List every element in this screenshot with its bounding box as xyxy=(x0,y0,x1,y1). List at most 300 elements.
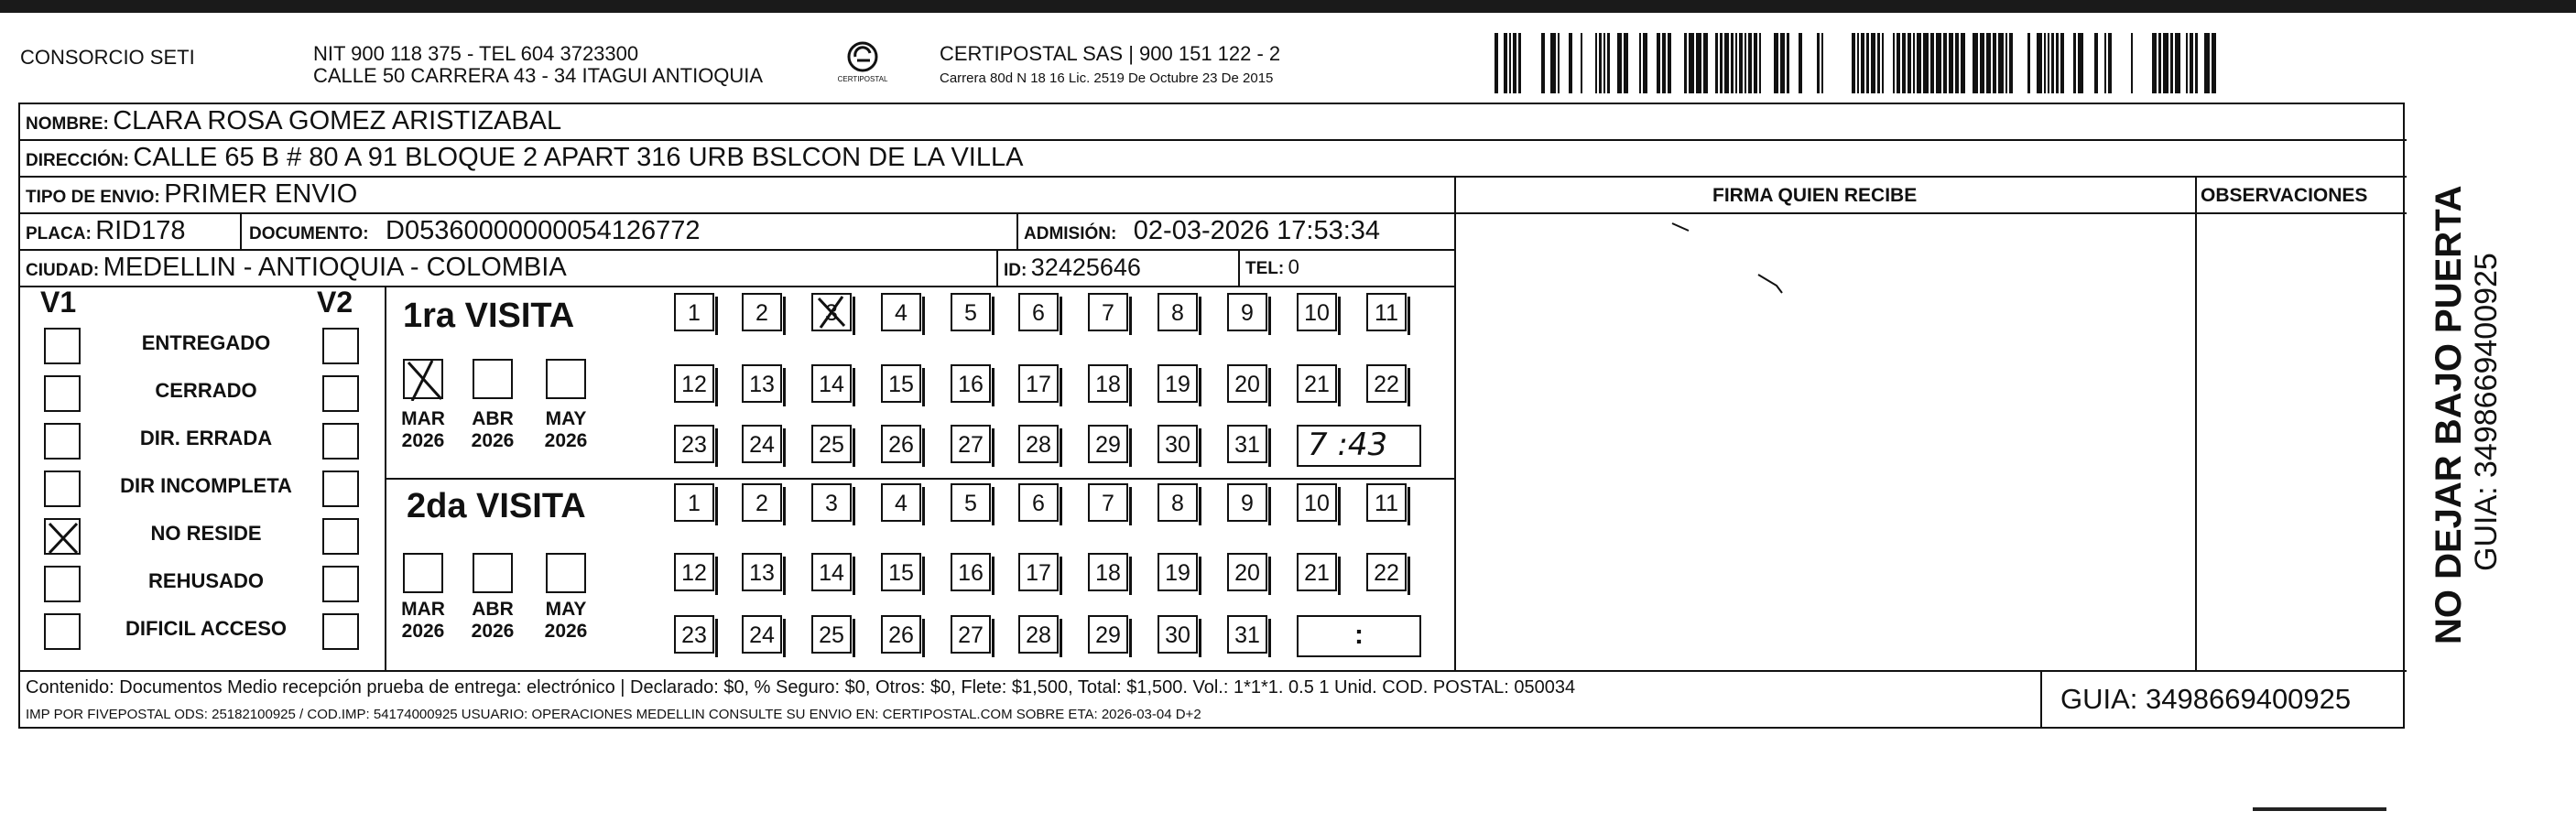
day-number: 8 xyxy=(1171,491,1184,516)
barcode-bar xyxy=(1817,33,1820,93)
barcode-bar xyxy=(1893,33,1895,93)
day-box[interactable] xyxy=(881,553,921,591)
day-box[interactable] xyxy=(1227,364,1267,403)
day-number: 14 xyxy=(819,372,844,397)
day-box[interactable] xyxy=(951,615,991,654)
day-number: 20 xyxy=(1234,560,1260,586)
id-value: 32425646 xyxy=(1030,254,1141,281)
barcode-bar xyxy=(1754,33,1757,93)
day-box[interactable] xyxy=(1297,483,1337,522)
day-box[interactable] xyxy=(951,483,991,522)
day-box[interactable] xyxy=(1366,483,1407,522)
barcode-bar xyxy=(1724,33,1729,93)
day-number: 13 xyxy=(749,560,775,586)
day-box[interactable] xyxy=(811,425,852,463)
month-label xyxy=(465,599,520,643)
admision-label: ADMISIÓN: xyxy=(1024,224,1117,243)
day-box[interactable] xyxy=(1227,553,1267,591)
day-number: 15 xyxy=(888,560,914,586)
day-number: 28 xyxy=(1026,622,1051,648)
day-box[interactable] xyxy=(1158,293,1198,331)
day-number: 19 xyxy=(1165,560,1190,586)
barcode-bar xyxy=(1595,33,1597,93)
second-visit-label: 2da VISITA xyxy=(407,487,586,525)
barcode-bar xyxy=(1923,33,1929,93)
logo-text: CERTIPOSTAL xyxy=(837,75,888,83)
day-box[interactable] xyxy=(742,425,782,463)
month-year: 2026 xyxy=(544,430,588,451)
day-box[interactable] xyxy=(881,425,921,463)
no-dejar-bajo-puerta: NO DEJAR BAJO PUERTA xyxy=(2429,185,2469,644)
status-option-label: ENTREGADO xyxy=(141,331,271,354)
day-number: 9 xyxy=(1241,300,1254,326)
day-box[interactable] xyxy=(674,425,714,463)
direccion-label: DIRECCIÓN: xyxy=(26,151,129,170)
day-number: 12 xyxy=(681,372,707,397)
day-box[interactable] xyxy=(1088,293,1128,331)
day-number: 31 xyxy=(1234,432,1260,458)
day-number: 17 xyxy=(1026,372,1051,397)
barcode-bar xyxy=(1882,33,1884,93)
month-year: 2026 xyxy=(544,621,588,642)
barcode-bar xyxy=(2027,33,2030,93)
status-option-label: NO RESIDE xyxy=(150,522,262,545)
day-box[interactable] xyxy=(881,293,921,331)
barcode-bar xyxy=(1558,33,1560,93)
v1-checkbox[interactable] xyxy=(44,375,81,412)
barcode-bar xyxy=(1913,33,1915,93)
barcode xyxy=(1495,33,2222,93)
signature-strokes xyxy=(1648,220,1831,302)
direccion-row xyxy=(26,141,1023,178)
month-name: ABR xyxy=(472,599,514,620)
v2-checkbox[interactable] xyxy=(322,613,359,650)
day-number: 9 xyxy=(1241,491,1254,516)
barcode-bar xyxy=(1961,33,1965,93)
form-frame xyxy=(18,103,2405,729)
barcode-bar xyxy=(2131,33,2133,93)
day-number: 13 xyxy=(749,372,775,397)
id-row xyxy=(1004,251,1141,288)
day-box[interactable] xyxy=(951,364,991,403)
barcode-bar xyxy=(1857,33,1859,93)
day-box[interactable] xyxy=(1158,483,1198,522)
day-number: 12 xyxy=(681,560,707,586)
day-number: 26 xyxy=(888,432,914,458)
footer-imp: IMP POR FIVEPOSTAL ODS: 25182100925 / COD.IMP: 54174000925 USUARIO: OPERACIONES MEDELLIN CONSULTE SU ENVIO EN: CERTIPOSTAL.COM SOBRE ETA: 2026-03-04 D+2 xyxy=(26,707,1201,722)
barcode-bar xyxy=(1917,33,1921,93)
bottom-mark xyxy=(2253,807,2386,811)
day-box[interactable] xyxy=(1297,293,1337,331)
admision-value: 02-03-2026 17:53:34 xyxy=(1133,216,1381,245)
day-box[interactable] xyxy=(674,293,714,331)
barcode-bar xyxy=(1668,33,1671,93)
barcode-bar xyxy=(1955,33,1959,93)
second-visit-time-box[interactable] xyxy=(1297,615,1421,657)
nit-line: NIT 900 118 375 - TEL 604 3723300 xyxy=(313,42,639,65)
barcode-bar xyxy=(1748,33,1752,93)
status-option-label: DIFICIL ACCESO xyxy=(125,617,287,640)
day-box[interactable] xyxy=(1018,293,1059,331)
ciudad-label: CIUDAD: xyxy=(26,261,100,280)
barcode-bar xyxy=(1696,33,1701,93)
barcode-bar xyxy=(1861,33,1864,93)
day-box[interactable] xyxy=(1297,553,1337,591)
barcode-bar xyxy=(1569,33,1572,93)
barcode-bar xyxy=(2204,33,2210,93)
barcode-bar xyxy=(2073,33,2076,93)
day-box[interactable] xyxy=(811,293,852,331)
day-number: 6 xyxy=(1032,491,1045,516)
month-checkbox[interactable] xyxy=(403,553,443,593)
month-label xyxy=(538,599,593,643)
barcode-bar xyxy=(2048,33,2049,93)
day-box[interactable] xyxy=(951,553,991,591)
barcode-bar xyxy=(2163,33,2168,93)
day-number: 20 xyxy=(1234,372,1260,397)
tipo-label: TIPO DE ENVIO: xyxy=(26,188,160,207)
barcode-bar xyxy=(1518,33,1521,93)
barcode-bar xyxy=(1936,33,1941,93)
v2-checkbox[interactable] xyxy=(322,470,359,507)
barcode-bar xyxy=(1581,33,1582,93)
v2-label: V2 xyxy=(317,286,353,319)
day-box[interactable] xyxy=(1158,553,1198,591)
barcode-bar xyxy=(2152,33,2157,93)
v2-checkbox[interactable] xyxy=(322,328,359,364)
barcode-bar xyxy=(1897,33,1900,93)
month-name: MAY xyxy=(545,599,587,620)
barcode-bar xyxy=(1550,33,1556,93)
day-box[interactable] xyxy=(1227,425,1267,463)
documento-row xyxy=(249,214,701,252)
day-number: 7 xyxy=(1102,491,1114,516)
v2-checkbox[interactable] xyxy=(322,375,359,412)
status-option-label: CERRADO xyxy=(155,379,257,402)
barcode-bar xyxy=(1780,33,1785,93)
barcode-bar xyxy=(2044,33,2046,93)
barcode-bar xyxy=(1495,33,1498,93)
tipo-value: PRIMER ENVIO xyxy=(164,179,358,209)
barcode-bar xyxy=(1624,33,1628,93)
day-number: 31 xyxy=(1234,622,1260,648)
barcode-bar xyxy=(1689,33,1694,93)
barcode-bar xyxy=(1877,33,1880,93)
second-visit-time-separator: : xyxy=(1354,620,1364,650)
ciudad-row xyxy=(26,251,567,288)
day-number: 22 xyxy=(1374,560,1399,586)
day-box[interactable] xyxy=(1088,615,1128,654)
month-name: ABR xyxy=(472,408,514,429)
barcode-bar xyxy=(1513,33,1516,93)
day-box[interactable] xyxy=(811,483,852,522)
day-number: 1 xyxy=(688,491,701,516)
day-box[interactable] xyxy=(1018,553,1059,591)
day-number: 2 xyxy=(755,300,768,326)
day-number: 30 xyxy=(1165,432,1190,458)
barcode-bar xyxy=(2195,33,2198,93)
certipostal-logo xyxy=(835,38,890,90)
day-number: 16 xyxy=(958,560,984,586)
day-number: 28 xyxy=(1026,432,1051,458)
observaciones-label: OBSERVACIONES xyxy=(2201,185,2368,206)
barcode-bar xyxy=(2190,33,2193,93)
day-box[interactable] xyxy=(1227,293,1267,331)
barcode-bar xyxy=(2078,33,2083,93)
first-visit-label: 1ra VISITA xyxy=(403,297,575,335)
barcode-bar xyxy=(2158,33,2161,93)
day-box[interactable] xyxy=(1158,425,1198,463)
day-box[interactable] xyxy=(1088,425,1128,463)
first-visit-time: 7 :43 xyxy=(1308,427,1388,463)
day-box[interactable] xyxy=(1227,615,1267,654)
day-box[interactable] xyxy=(1018,615,1059,654)
documento-value: D05360000000054126772 xyxy=(386,216,701,245)
v2-checkbox[interactable] xyxy=(322,518,359,555)
day-number: 10 xyxy=(1304,300,1330,326)
barcode-bar xyxy=(1871,33,1875,93)
v1-label: V1 xyxy=(40,286,77,319)
day-box[interactable] xyxy=(1366,293,1407,331)
day-number: 29 xyxy=(1095,622,1121,648)
license-line: Carrera 80d N 18 16 Lic. 2519 De Octubre 23 De 2015 xyxy=(940,70,1274,86)
month-checkbox[interactable] xyxy=(546,553,586,593)
tel-row xyxy=(1245,251,1299,287)
day-number: 10 xyxy=(1304,491,1330,516)
day-number: 27 xyxy=(958,622,984,648)
barcode-bar xyxy=(2186,33,2188,93)
day-number: 19 xyxy=(1165,372,1190,397)
month-name: MAR xyxy=(401,599,445,620)
barcode-bar xyxy=(1787,33,1789,93)
barcode-bar xyxy=(2005,33,2007,93)
barcode-bar xyxy=(1509,33,1511,93)
barcode-bar xyxy=(1993,33,1996,93)
firma-label: FIRMA QUIEN RECIBE xyxy=(1712,185,1918,206)
barcode-bar xyxy=(2175,33,2180,93)
barcode-bar xyxy=(1949,33,1953,93)
v2-checkbox[interactable] xyxy=(322,423,359,460)
ciudad-value: MEDELLIN - ANTIOQUIA - COLOMBIA xyxy=(103,253,567,282)
day-box[interactable] xyxy=(742,615,782,654)
barcode-bar xyxy=(1599,33,1602,93)
barcode-bar xyxy=(1998,33,2004,93)
day-number: 6 xyxy=(1032,300,1045,326)
day-box[interactable] xyxy=(1088,553,1128,591)
barcode-bar xyxy=(2037,33,2042,93)
day-box[interactable] xyxy=(1158,615,1198,654)
day-box[interactable] xyxy=(881,364,921,403)
day-number: 25 xyxy=(819,432,844,458)
day-box[interactable] xyxy=(1018,364,1059,403)
barcode-bar xyxy=(1759,33,1761,93)
barcode-bar xyxy=(1603,33,1605,93)
barcode-bar xyxy=(1617,33,1622,93)
day-box[interactable] xyxy=(742,553,782,591)
barcode-bar xyxy=(1930,33,1934,93)
barcode-bar xyxy=(1902,33,1906,93)
month-year: 2026 xyxy=(401,621,445,642)
day-box[interactable] xyxy=(1366,364,1407,403)
barcode-bar xyxy=(1852,33,1855,93)
day-number: 4 xyxy=(895,491,908,516)
status-option-label: DIR. ERRADA xyxy=(139,427,273,449)
day-number: 22 xyxy=(1374,372,1399,397)
direccion-value: CALLE 65 B # 80 A 91 BLOQUE 2 APART 316 URB BSLCON DE LA VILLA xyxy=(133,143,1024,172)
day-box[interactable] xyxy=(1018,425,1059,463)
day-number: 5 xyxy=(964,491,977,516)
day-box[interactable] xyxy=(881,615,921,654)
day-number: 26 xyxy=(888,622,914,648)
barcode-bar xyxy=(2094,33,2098,93)
day-number: 11 xyxy=(1375,300,1398,326)
day-box[interactable] xyxy=(742,293,782,331)
barcode-bar xyxy=(1720,33,1723,93)
status-option-label: DIR INCOMPLETA xyxy=(120,474,292,497)
status-option-label: REHUSADO xyxy=(148,569,264,592)
nombre-row xyxy=(26,104,561,142)
tel-value: 0 xyxy=(1288,255,1299,278)
day-box[interactable] xyxy=(1366,553,1407,591)
v1-checkbox[interactable] xyxy=(44,566,81,602)
day-number: 3 xyxy=(825,300,838,326)
month-name: MAR xyxy=(401,408,445,429)
barcode-bar xyxy=(1799,33,1802,93)
barcode-bar xyxy=(1639,33,1641,93)
day-box[interactable] xyxy=(1158,364,1198,403)
day-box[interactable] xyxy=(1018,483,1059,522)
barcode-bar xyxy=(1607,33,1610,93)
day-check-mark xyxy=(811,293,852,331)
v1-checkbox[interactable] xyxy=(44,518,81,555)
v1-checkbox[interactable] xyxy=(44,423,81,460)
barcode-bar xyxy=(1908,33,1911,93)
day-number: 21 xyxy=(1304,560,1330,586)
barcode-bar xyxy=(2051,33,2054,93)
day-number: 21 xyxy=(1304,372,1330,397)
top-border-bar xyxy=(0,0,2576,13)
day-box[interactable] xyxy=(674,364,714,403)
day-box[interactable] xyxy=(811,553,852,591)
barcode-bar xyxy=(1541,33,1545,93)
barcode-bar xyxy=(2212,33,2216,93)
day-number: 7 xyxy=(1102,300,1114,326)
day-box[interactable] xyxy=(811,615,852,654)
day-number: 30 xyxy=(1165,622,1190,648)
day-number: 18 xyxy=(1095,372,1121,397)
day-box[interactable] xyxy=(1088,364,1128,403)
certipostal-line: CERTIPOSTAL SAS | 900 151 122 - 2 xyxy=(940,42,1281,65)
day-box[interactable] xyxy=(1227,483,1267,522)
day-box[interactable] xyxy=(1297,364,1337,403)
first-visit-time-box[interactable] xyxy=(1297,425,1421,467)
day-number: 14 xyxy=(819,560,844,586)
placa-value: RID178 xyxy=(95,216,186,245)
barcode-bar xyxy=(1662,33,1666,93)
day-box[interactable] xyxy=(674,553,714,591)
day-box[interactable] xyxy=(1088,483,1128,522)
day-number: 5 xyxy=(964,300,977,326)
day-number: 24 xyxy=(749,622,775,648)
day-box[interactable] xyxy=(811,364,852,403)
v2-checkbox[interactable] xyxy=(322,566,359,602)
barcode-bar xyxy=(1657,33,1660,93)
admision-row xyxy=(1024,214,1380,252)
nombre-value: CLARA ROSA GOMEZ ARISTIZABAL xyxy=(113,106,562,135)
day-number: 17 xyxy=(1026,560,1051,586)
barcode-bar xyxy=(1745,33,1746,93)
barcode-bar xyxy=(1986,33,1991,93)
barcode-bar xyxy=(2104,33,2106,93)
day-box[interactable] xyxy=(674,483,714,522)
barcode-bar xyxy=(1973,33,1978,93)
tipo-row xyxy=(26,178,357,215)
barcode-bar xyxy=(2108,33,2112,93)
tel-label: TEL: xyxy=(1245,259,1285,278)
v1-checkbox[interactable] xyxy=(44,470,81,507)
day-box[interactable] xyxy=(742,364,782,403)
month-label xyxy=(396,408,451,452)
barcode-bar xyxy=(1504,33,1507,93)
barcode-bar xyxy=(1703,33,1708,93)
day-number: 3 xyxy=(825,491,838,516)
barcode-bar xyxy=(1735,33,1737,93)
footer-guia: GUIA: 3498669400925 xyxy=(2060,683,2352,715)
barcode-bar xyxy=(1731,33,1734,93)
placa-row xyxy=(26,214,186,252)
day-box[interactable] xyxy=(951,425,991,463)
barcode-bar xyxy=(2056,33,2059,93)
day-box[interactable] xyxy=(742,483,782,522)
barcode-bar xyxy=(2060,33,2064,93)
barcode-bar xyxy=(1643,33,1647,93)
barcode-bar xyxy=(1739,33,1743,93)
v1-checkbox[interactable] xyxy=(44,328,81,364)
month-checkbox[interactable] xyxy=(546,359,586,399)
day-number: 29 xyxy=(1095,432,1121,458)
nombre-label: NOMBRE: xyxy=(26,114,109,134)
month-checkbox[interactable] xyxy=(473,359,513,399)
barcode-bar xyxy=(2009,33,2013,93)
address-line: CALLE 50 CARRERA 43 - 34 ITAGUI ANTIOQUIA xyxy=(313,64,764,87)
month-checkbox[interactable] xyxy=(473,553,513,593)
day-number: 18 xyxy=(1095,560,1121,586)
barcode-bar xyxy=(1774,33,1778,93)
footer-contenido: Contenido: Documentos Medio recepción prueba de entrega: electrónico | Declarado: $0, % Seguro: $0, Otros: $0, Flete: $1,500, Total: $1,500. Vol.: 1*1*1. 0.5 1 Unid. COD. POSTAL: 050034 xyxy=(26,677,1576,698)
day-number: 27 xyxy=(958,432,984,458)
month-year: 2026 xyxy=(471,430,515,451)
id-label: ID: xyxy=(1004,261,1027,280)
day-box[interactable] xyxy=(881,483,921,522)
day-box[interactable] xyxy=(951,293,991,331)
day-number: 15 xyxy=(888,372,914,397)
day-number: 25 xyxy=(819,622,844,648)
month-label xyxy=(396,599,451,643)
day-number: 11 xyxy=(1375,491,1398,516)
month-name: MAY xyxy=(545,408,587,429)
day-number: 24 xyxy=(749,432,775,458)
barcode-bar xyxy=(1943,33,1947,93)
month-checkbox[interactable] xyxy=(403,359,443,399)
barcode-bar xyxy=(2170,33,2173,93)
day-number: 1 xyxy=(688,300,701,326)
day-number: 16 xyxy=(958,372,984,397)
day-number: 2 xyxy=(755,491,768,516)
v1-checkbox[interactable] xyxy=(44,613,81,650)
day-box[interactable] xyxy=(674,615,714,654)
placa-label: PLACA: xyxy=(26,224,92,243)
day-number: 4 xyxy=(895,300,908,326)
